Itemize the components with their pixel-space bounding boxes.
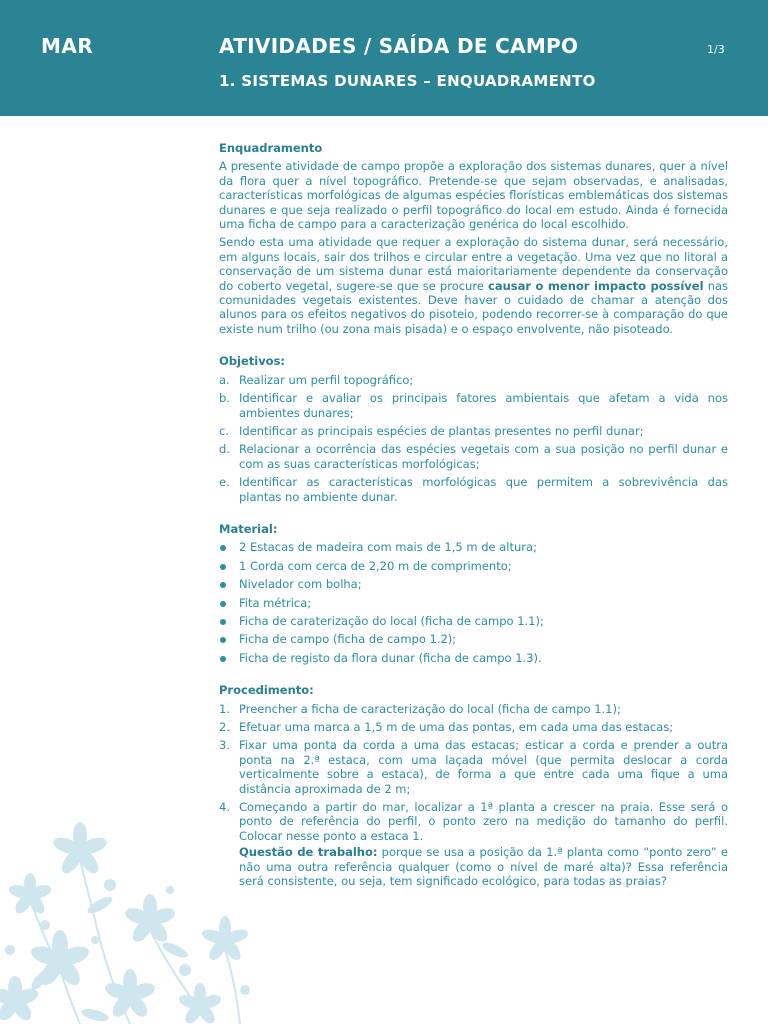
list-item-text: 2 Estacas de madeira com mais de 1,5 m de altura;: [239, 540, 537, 555]
list-marker: 1.: [219, 701, 230, 716]
list-item: [219, 540, 728, 554]
list-item: [219, 738, 728, 796]
list-marker: 4.: [219, 800, 230, 815]
paragraph-text: nas comunidades vegetais existentes. Deve haver o cuidado de chamar a atenção dos alunos para os efeitos negativos do pisoteio, podendo recorrer-se à comparação do que existe num trilho (ou zona mais pisada) e o espaço envolvente, não pisoteado.: [219, 278, 729, 336]
list-item: [219, 442, 728, 471]
document-body: [219, 141, 728, 892]
page-header: [0, 0, 768, 116]
enquadramento-paragraph-2: [219, 235, 728, 336]
section-label: MAR: [41, 34, 94, 58]
list-item-text: Identificar as características morfológicas que permitem a sobrevivência das plantas no ambiente dunar.: [239, 475, 728, 504]
list-marker: 3.: [219, 738, 230, 753]
objetivos-list: [219, 373, 728, 504]
list-item-text: Nivelador com bolha;: [239, 577, 362, 592]
list-item-text: Efetuar uma marca a 1,5 m de uma das pontas, em cada uma das estacas;: [239, 720, 674, 734]
list-item-text: Realizar um perfil topográfico;: [239, 372, 414, 387]
material-list: [219, 540, 728, 665]
list-item-text: Identificar as principais espécies de plantas presentes no perfil dunar;: [239, 423, 644, 438]
list-item-text: Identificar e avaliar os principais fatores ambientais que afetam a vida nos ambientes dunares;: [239, 391, 728, 420]
list-item: [219, 632, 728, 646]
list-item: [219, 559, 728, 573]
page-subtitle: 1. SISTEMAS DUNARES – ENQUADRAMENTO: [219, 72, 596, 90]
bullet-icon: [220, 545, 226, 551]
list-item-text: 1 Corda com cerca de 2,20 m de comprimento;: [239, 558, 512, 573]
objetivos-heading: Objetivos:: [219, 354, 286, 369]
procedimento-list: [219, 702, 728, 889]
list-item-text: Relacionar a ocorrência das espécies vegetais com a sua posição no perfil dunar e com as suas características morfológicas;: [239, 442, 728, 471]
enquadramento-paragraph-1: A presente atividade de campo propõe a exploração dos sistemas dunares, quer a nível da flora quer a nível topográfico. Pretende-se que sejam observadas, e analisadas, características morfológicas de algumas espécies florísticas emblemáticas dos sistemas dunares e que seja realizado o perfil topográfico do local em estudo. Ainda é fornecida uma ficha de campo para a caracterização genérica do local escolhido.: [219, 159, 728, 232]
question-label: Questão de trabalho:: [239, 845, 378, 860]
bullet-icon: [220, 582, 226, 588]
material-heading: Material:: [219, 521, 278, 536]
list-item: [219, 424, 728, 438]
list-item: [219, 596, 728, 610]
bullet-icon: [220, 619, 226, 625]
list-marker: a.: [219, 372, 230, 387]
bullet-icon: [220, 637, 226, 643]
flower-cluster-icon: [0, 822, 250, 1024]
work-question: [239, 845, 728, 888]
list-item: [219, 373, 728, 387]
list-item: [219, 391, 728, 420]
list-item: [219, 577, 728, 591]
bullet-icon: [220, 564, 226, 570]
list-marker: e.: [219, 475, 230, 490]
list-item-text: Ficha de registo da flora dunar (ficha de campo 1.3).: [239, 650, 542, 665]
list-item-text: Preencher a ficha de caracterização do local (ficha de campo 1.1);: [239, 701, 621, 716]
list-item-text: Fita métrica;: [239, 595, 312, 610]
list-item-text: Ficha de campo (ficha de campo 1.2);: [239, 632, 457, 647]
procedimento-heading: Procedimento:: [219, 683, 314, 698]
page-number: 1/3: [707, 43, 725, 56]
list-marker: b.: [219, 391, 230, 406]
page-title: ATIVIDADES / SAÍDA DE CAMPO: [219, 34, 579, 58]
list-item: [219, 614, 728, 628]
list-marker: 2.: [219, 720, 230, 734]
list-item: [219, 702, 728, 716]
paragraph-text: Sendo esta uma atividade que requer a exploração do sistema dunar, será necessário, em alguns locais, sair dos trilhos e circular entre a vegetação. Uma vez que no litoral a conservação de um sistema dunar está maioritariamente dependente da conservação do coberto vegetal, sugere-se que se procure: [219, 235, 728, 293]
list-item: [219, 475, 728, 504]
list-marker: c.: [219, 423, 229, 438]
list-item: [219, 800, 728, 888]
list-item: [219, 651, 728, 665]
list-item-text: Fixar uma ponta da corda a uma das estacas; esticar a corda e prender a outra ponta na 2.ª estaca, com uma laçada móvel (que permita deslocar a corda verticalmente sobre a estaca), de forma a que entre cada uma fique a uma distância aproximada de 2 m;: [239, 738, 728, 796]
list-item-text: Ficha de caraterização do local (ficha de campo 1.1);: [239, 613, 544, 628]
bullet-icon: [220, 656, 226, 662]
question-text: porque se usa a posição da 1.ª planta como “ponto zero” e não uma outra referência qualquer (como o nível de maré alta)? Essa referência será consistente, ou seja, tem significado ecológico, para todas as praias?: [239, 845, 728, 889]
enquadramento-heading: Enquadramento: [219, 141, 323, 155]
list-item: [219, 720, 728, 734]
flora-illustration: [0, 800, 260, 1024]
list-item-text: Começando a partir do mar, localizar a 1ª planta a crescer na praia. Esse será o ponto de referência do perfil, o ponto zero na medição do tamanho do perfil. Colocar nesse ponto a estaca 1.: [239, 800, 728, 843]
bullet-icon: [220, 601, 226, 607]
list-marker: d.: [219, 442, 230, 457]
emphasis-text: causar o menor impacto possível: [488, 278, 704, 293]
